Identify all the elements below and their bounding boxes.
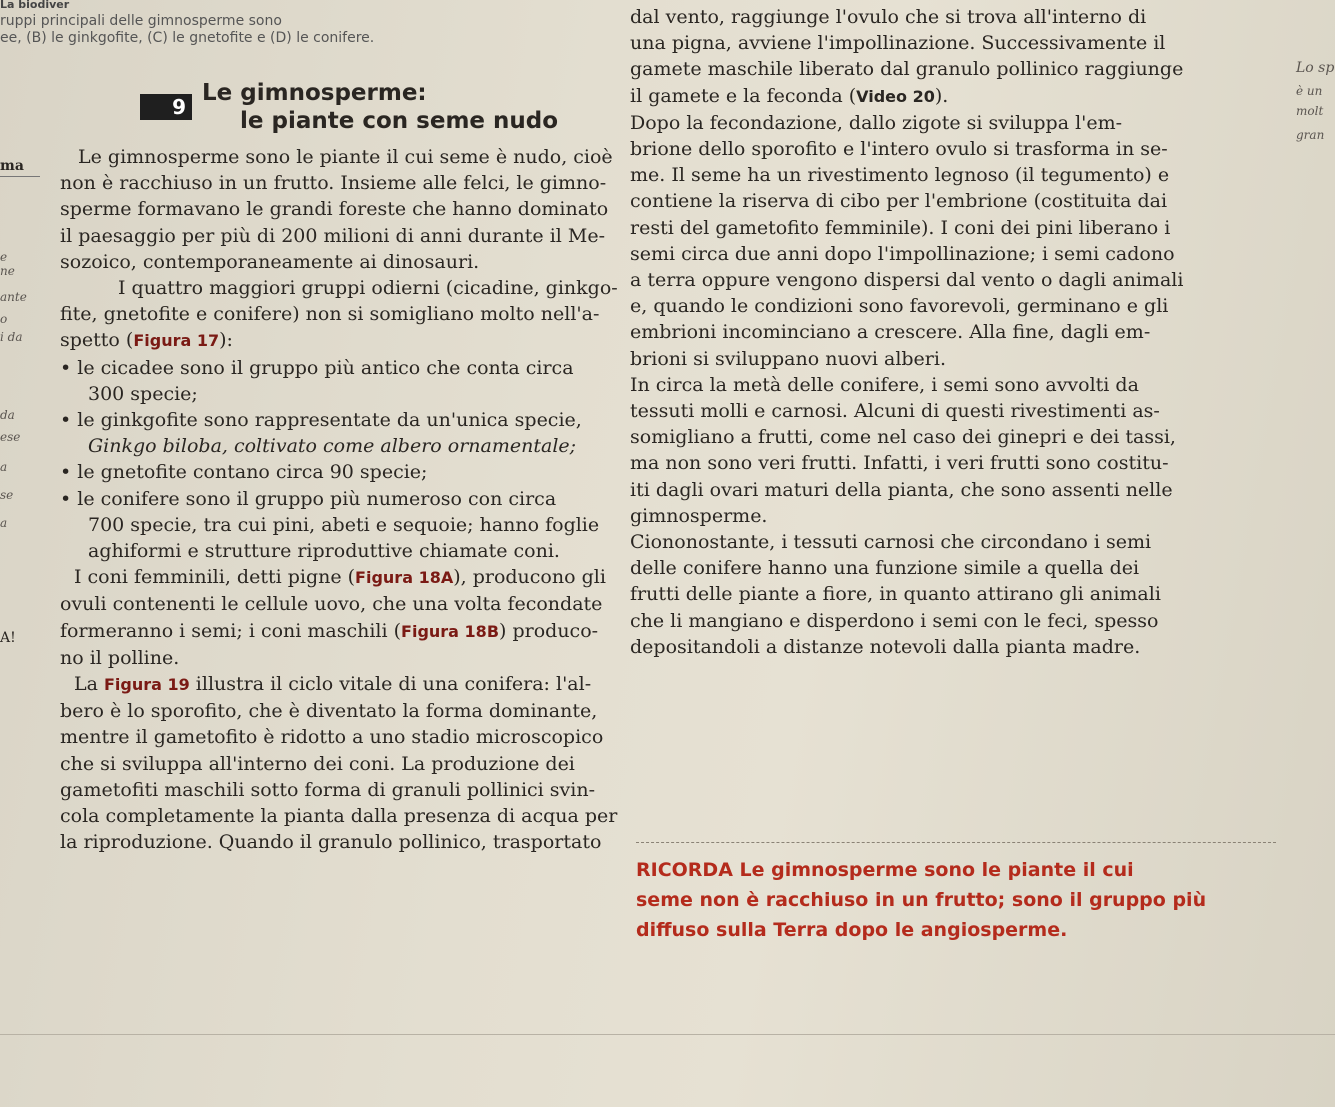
bullet-line: • le conifere sono il gruppo più numeroso con circa bbox=[60, 487, 557, 510]
text-line: fite, gnetofite e conifere) non si somigliano molto nell'a- bbox=[60, 303, 600, 326]
text-line: e, quando le condizioni sono favorevoli, germinano e gli bbox=[630, 295, 1169, 318]
text-line: contiene la riserva di cibo per l'embrione (costituita dai bbox=[630, 190, 1168, 213]
page-bottom-rule bbox=[0, 1034, 1335, 1035]
figure-ref[interactable]: Figura 18B bbox=[401, 621, 500, 641]
margin-fragment: a bbox=[0, 516, 8, 530]
text-line: brioni si sviluppano nuovi alberi. bbox=[630, 347, 946, 370]
margin-fragment: ante bbox=[0, 290, 27, 304]
text-line: iti dagli ovari maturi della pianta, che sono assenti nelle bbox=[630, 478, 1173, 501]
text-line: il paesaggio per più di 200 milioni di anni durante il Me- bbox=[60, 224, 606, 247]
ricorda-line: RICORDA Le gimnosperme sono le piante il cui bbox=[636, 859, 1134, 881]
margin-fragment: gran bbox=[1296, 128, 1325, 142]
margin-fragment: ese bbox=[0, 430, 21, 444]
ricorda-line: seme non è racchiuso in un frutto; sono il gruppo più bbox=[636, 889, 1207, 911]
caption-line-2: ruppi principali delle gimnosperme sono bbox=[0, 13, 282, 29]
text-line: delle conifere hanno una funzione simile a quella dei bbox=[630, 557, 1140, 580]
margin-rule bbox=[0, 176, 40, 177]
caption-line-3: ee, (B) le ginkgofite, (C) le gnetofite e (D) le conifere. bbox=[0, 30, 375, 46]
text-line: somigliano a frutti, come nel caso dei ginepri e dei tassi, bbox=[630, 426, 1176, 449]
margin-fragment: A! bbox=[0, 630, 16, 646]
text-line: sperme formavano le grandi foreste che hanno dominato bbox=[60, 198, 609, 221]
figure-ref[interactable]: Figura 17 bbox=[133, 331, 220, 351]
text-line: no il polline. bbox=[60, 646, 180, 669]
bullet-line: 300 specie; bbox=[88, 382, 198, 405]
section-title-line-1: Le gimnosperme: bbox=[202, 80, 427, 106]
margin-fragment: ma bbox=[0, 158, 24, 174]
ricorda-label: RICORDA bbox=[636, 859, 733, 881]
margin-fragment: a bbox=[0, 460, 8, 474]
dashed-divider bbox=[636, 842, 1276, 843]
text-line: che li mangiano e disperdono i semi con le feci, spesso bbox=[630, 609, 1159, 632]
text-line: che si sviluppa all'interno dei coni. La produzione dei bbox=[60, 752, 575, 775]
text-line: una pigna, avviene l'impollinazione. Successivamente il bbox=[630, 32, 1166, 55]
text-line: resti del gametofito femminile). I coni dei pini liberano i bbox=[630, 216, 1171, 239]
figure-ref[interactable]: Figura 18A bbox=[355, 568, 454, 588]
caption-line-1: La biodiver bbox=[0, 0, 70, 11]
text-line: bero è lo sporofito, che è diventato la forma dominante, bbox=[60, 700, 598, 723]
text-line: I coni femminili, detti pigne (Figura 18A), producono gli bbox=[74, 566, 606, 589]
text-line: ma non sono veri frutti. Infatti, i veri frutti sono costitu- bbox=[630, 452, 1169, 475]
text-line: a terra oppure vengono dispersi dal vento o dagli animali bbox=[630, 269, 1184, 292]
ricorda-text bbox=[636, 855, 1276, 945]
text-line: Dopo la fecondazione, dallo zigote si sviluppa l'em- bbox=[630, 111, 1123, 134]
right-column bbox=[630, 4, 1270, 660]
text-line: Le gimnosperme sono le piante il cui seme è nudo, cioè bbox=[78, 146, 613, 168]
figure-ref[interactable]: Figura 19 bbox=[103, 675, 190, 695]
text-line: gimnosperme. bbox=[630, 504, 768, 527]
left-column bbox=[60, 144, 620, 855]
text-line: mentre il gametofito è ridotto a uno stadio microscopico bbox=[60, 726, 604, 749]
text-line: la riproduzione. Quando il granulo pollinico, trasportato bbox=[60, 831, 602, 854]
text-line: gametofiti maschili sotto forma di granuli pollinici svin- bbox=[60, 778, 596, 801]
text-line: La Figura 19 illustra il ciclo vitale di una conifera: l'al- bbox=[74, 673, 592, 696]
section-title-line-2: le piante con seme nudo bbox=[240, 108, 559, 134]
text-line: cola completamente la pianta dalla presenza di acqua per bbox=[60, 805, 618, 828]
margin-fragment: i da bbox=[0, 330, 23, 344]
section-number: 9 bbox=[140, 94, 192, 120]
margin-fragment: Lo sp bbox=[1296, 60, 1335, 76]
text-line: me. Il seme ha un rivestimento legnoso (il tegumento) e bbox=[630, 164, 1170, 187]
text-line: il gamete e la feconda (Video 20). bbox=[630, 84, 949, 107]
margin-fragment: o bbox=[0, 312, 8, 326]
margin-fragment: e bbox=[0, 250, 8, 264]
text-line: sozoico, contemporaneamente ai dinosauri. bbox=[60, 250, 480, 273]
margin-fragment: da bbox=[0, 408, 15, 422]
text-line: tessuti molli e carnosi. Alcuni di questi rivestimenti as- bbox=[630, 400, 1160, 423]
text-line: embrioni incominciano a crescere. Alla fine, dagli em- bbox=[630, 321, 1151, 344]
text-line: semi circa due anni dopo l'impollinazione; i semi cadono bbox=[630, 242, 1175, 265]
text-line: formeranno i semi; i coni maschili (Figura 18B) produco- bbox=[60, 619, 599, 642]
margin-fragment: è un bbox=[1296, 84, 1323, 98]
bullet-line: • le gnetofite contano circa 90 specie; bbox=[60, 461, 428, 484]
text-line: depositandoli a distanze notevoli dalla pianta madre. bbox=[630, 635, 1141, 658]
text-line: gamete maschile liberato dal granulo pollinico raggiunge bbox=[630, 58, 1184, 81]
text-line: non è racchiuso in un frutto. Insieme alle felci, le gimno- bbox=[60, 172, 607, 195]
ricorda-line: diffuso sulla Terra dopo le angiosperme. bbox=[636, 919, 1068, 941]
text-line: dal vento, raggiunge l'ovulo che si trova all'interno di bbox=[630, 6, 1147, 28]
text-line: ovuli contenenti le cellule uovo, che una volta fecondate bbox=[60, 593, 603, 616]
text-line: I quattro maggiori gruppi odierni (cicadine, ginkgo- bbox=[118, 277, 618, 300]
bullet-line: • le cicadee sono il gruppo più antico che conta circa bbox=[60, 356, 574, 379]
margin-fragment: se bbox=[0, 488, 14, 502]
previous-caption bbox=[0, 0, 374, 47]
bullet-line: 700 specie, tra cui pini, abeti e sequoie; hanno foglie bbox=[88, 513, 600, 536]
bullet-line: • le ginkgofite sono rappresentate da un'unica specie, bbox=[60, 409, 582, 432]
video-ref[interactable]: Video 20 bbox=[856, 86, 935, 106]
margin-fragment: molt bbox=[1296, 104, 1324, 118]
text-line: brione dello sporofito e l'intero ovulo si trasforma in se- bbox=[630, 138, 1168, 161]
bullet-line: Ginkgo biloba, coltivato come albero ornamentale; bbox=[88, 435, 577, 458]
text-line: In circa la metà delle conifere, i semi sono avvolti da bbox=[630, 373, 1139, 396]
text-line: spetto (Figura 17): bbox=[60, 329, 233, 352]
text-line: Ciononostante, i tessuti carnosi che circondano i semi bbox=[630, 531, 1152, 554]
bullet-line: aghiformi e strutture riproduttive chiamate coni. bbox=[88, 540, 560, 563]
ricorda-box bbox=[636, 842, 1276, 945]
margin-fragment: ne bbox=[0, 264, 15, 278]
text-line: frutti delle piante a fiore, in quanto attirano gli animali bbox=[630, 583, 1161, 606]
